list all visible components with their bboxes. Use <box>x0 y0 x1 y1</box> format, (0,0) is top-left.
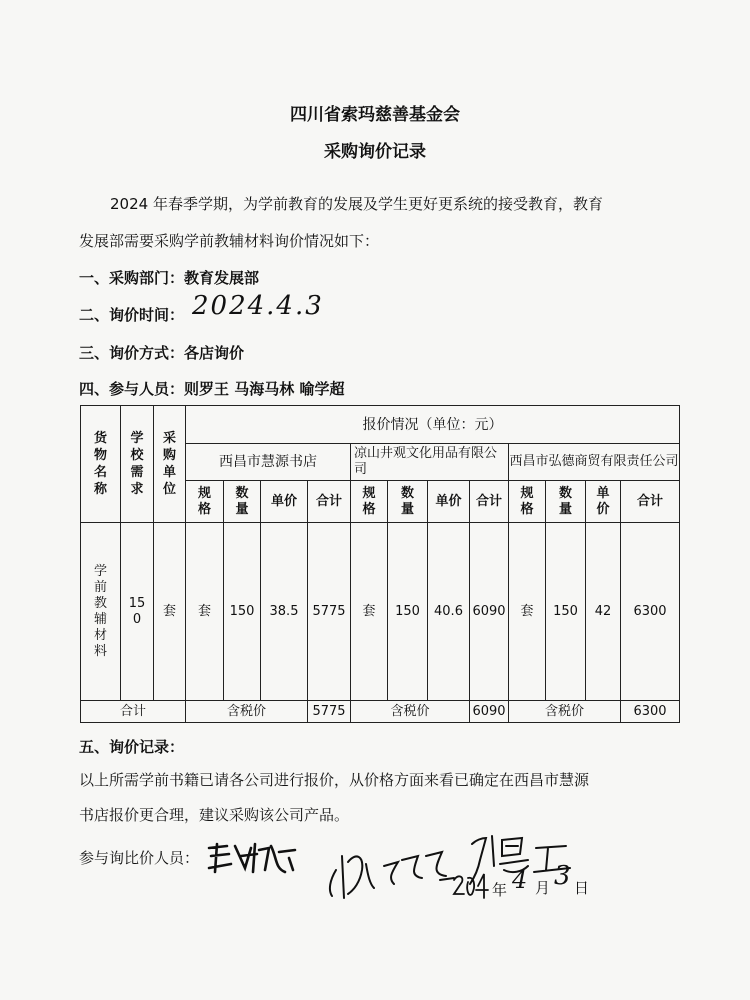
v1-qty-header: 数量 <box>224 481 261 523</box>
v1-price-header: 单价 <box>261 481 308 523</box>
date-day: 3 <box>554 861 573 891</box>
price-table <box>80 405 680 723</box>
date-month-suffix: 月 <box>535 879 551 897</box>
quote-header: 报价情况（单位：元） <box>186 406 680 444</box>
col-goods-header: 货物名称 <box>81 406 121 523</box>
v1-total: 5775 <box>308 523 351 701</box>
col-demand-header: 学校需求 <box>121 406 154 523</box>
v2-spec: 套 <box>351 523 388 701</box>
time-row <box>79 305 184 325</box>
goods-cell: 学前教辅材料 <box>81 523 121 701</box>
footer-total-label: 合计 <box>81 701 186 723</box>
record-heading: 五、询价记录： <box>79 738 185 756</box>
vendor-2-name: 凉山井观文化用品有限公司 <box>351 444 509 481</box>
v3-qty: 150 <box>546 523 586 701</box>
handwritten-year-digits <box>452 872 490 900</box>
vendor-1-name: 西昌市慧源书店 <box>186 444 351 481</box>
footer-total-2: 6090 <box>470 701 509 723</box>
v2-spec-header: 规格 <box>351 481 388 523</box>
unit-cell: 套 <box>154 523 186 701</box>
footer-total-1: 5775 <box>308 701 351 723</box>
footer-total-3: 6300 <box>621 701 680 723</box>
v3-price: 42 <box>586 523 621 701</box>
doc-title: 采购询价记录 <box>324 142 426 162</box>
date-month: 4 <box>512 866 530 894</box>
v3-spec: 套 <box>509 523 546 701</box>
v2-price-header: 单价 <box>428 481 470 523</box>
v2-total-header: 合计 <box>470 481 509 523</box>
v1-spec: 套 <box>186 523 224 701</box>
footer-tax-label-1: 含税价 <box>186 701 308 723</box>
signature-1 <box>205 838 300 878</box>
demand-cell: 150 <box>121 523 154 701</box>
v3-total: 6300 <box>621 523 680 701</box>
v3-price-header: 单价 <box>586 481 621 523</box>
org-title: 四川省索玛慈善基金会 <box>290 105 460 125</box>
people-row <box>79 379 344 399</box>
footer-tax-label-3: 含税价 <box>509 701 621 723</box>
v1-total-header: 合计 <box>308 481 351 523</box>
intro-line-2: 发展部需要采购学前教辅材料询价情况如下： <box>79 232 380 250</box>
people-value: 则罗王 马海马林 喻学超 <box>184 380 345 398</box>
dept-label: 一、采购部门： <box>79 269 185 287</box>
intro-line-1: 2024 年春季学期，为学前教育的发展及学生更好更系统的接受教育，教育 <box>110 195 603 213</box>
time-label: 二、询价时间： <box>79 306 185 324</box>
method-label: 三、询价方式： <box>79 344 185 362</box>
v3-spec-header: 规格 <box>509 481 546 523</box>
record-line-1: 以上所需学前书籍已请各公司进行报价，从价格方面来看已确定在西昌市慧源 <box>79 771 590 789</box>
v1-spec-header: 规格 <box>186 481 224 523</box>
method-value: 各店询价 <box>184 344 245 362</box>
date-day-suffix: 日 <box>574 879 590 897</box>
v1-price: 38.5 <box>261 523 308 701</box>
method-row <box>79 343 244 363</box>
v2-total: 6090 <box>470 523 509 701</box>
handwritten-year <box>452 872 490 900</box>
dept-value: 教育发展部 <box>184 269 260 287</box>
v2-qty: 150 <box>388 523 428 701</box>
col-unit-header: 采购单位 <box>154 406 186 523</box>
handwritten-inquiry-date: 2024.4.3 <box>192 291 324 321</box>
v3-total-header: 合计 <box>621 481 680 523</box>
footer-tax-label-2: 含税价 <box>351 701 470 723</box>
vendor-3-name: 西昌市弘德商贸有限责任公司 <box>509 444 680 481</box>
v2-price: 40.6 <box>428 523 470 701</box>
v3-qty-header: 数量 <box>546 481 586 523</box>
record-line-2: 书店报价更合理，建议采购该公司产品。 <box>79 806 350 824</box>
dept-row <box>79 268 259 288</box>
v1-qty: 150 <box>224 523 261 701</box>
people-label: 四、参与人员： <box>79 380 185 398</box>
participants-label: 参与询比价人员： <box>79 849 200 867</box>
v2-qty-header: 数量 <box>388 481 428 523</box>
date-year-suffix: 年 <box>492 881 508 899</box>
